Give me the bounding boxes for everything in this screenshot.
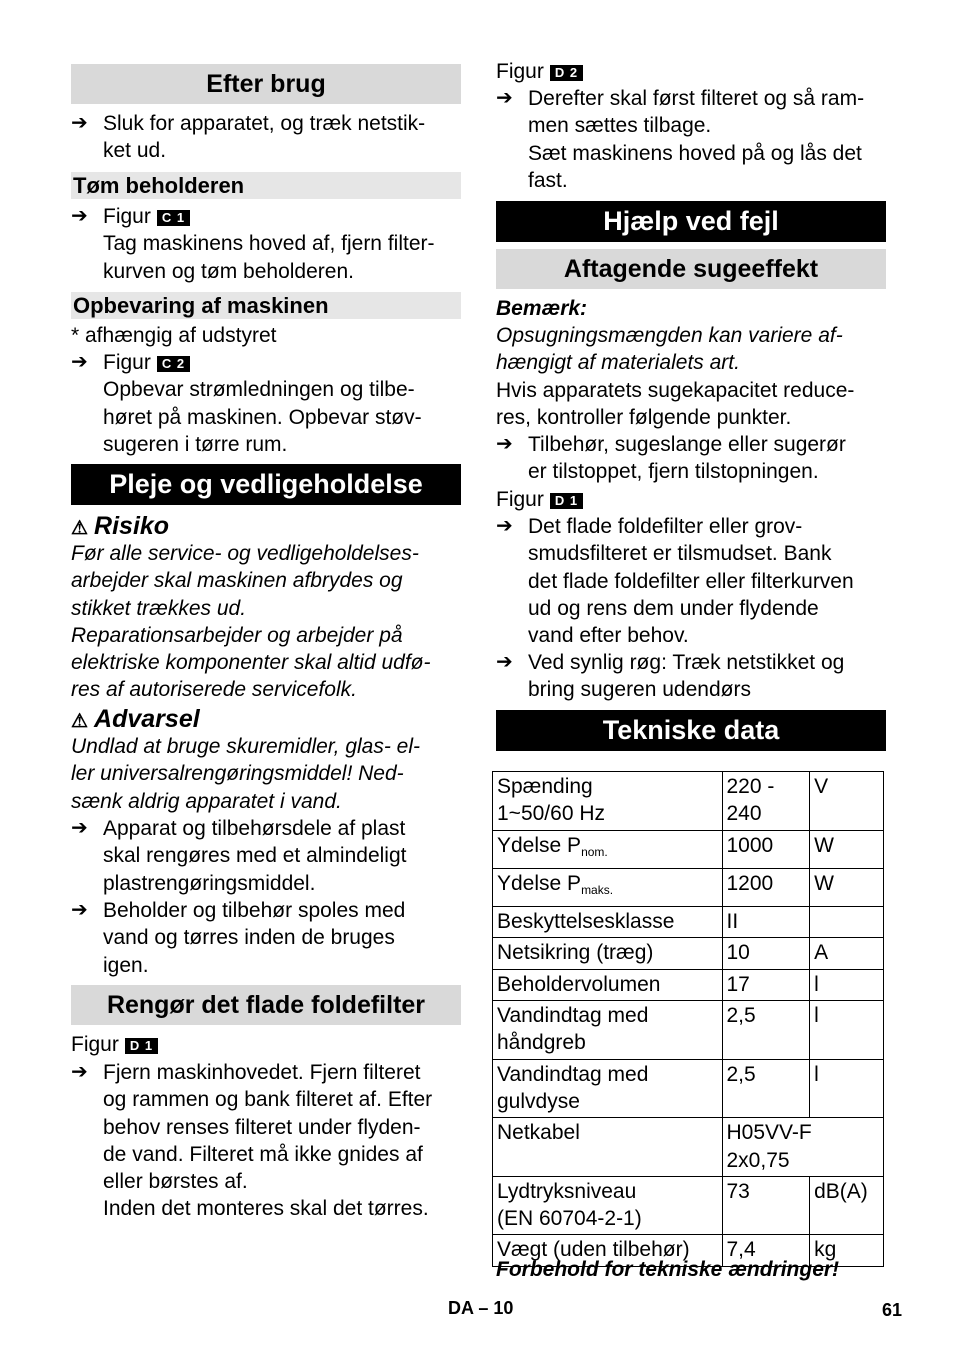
arrow-icon: ➔: [71, 1061, 88, 1083]
table-cell-label: Netsikring (træg): [493, 938, 723, 969]
table-cell-label: Vandindtag med gulvdyse: [493, 1059, 723, 1118]
arrow-icon: ➔: [71, 817, 88, 839]
arrow-icon: ➔: [496, 87, 513, 109]
table-cell-unit: [810, 907, 884, 938]
table-cell-unit: V: [810, 772, 884, 831]
arrow-icon: ➔: [496, 515, 513, 537]
efter-brug-item: ➔ Sluk for apparatet, og træk netstik- ket ud.: [71, 112, 426, 163]
table-cell-unit: l: [810, 969, 884, 1000]
arrow-icon: ➔: [71, 351, 88, 373]
hjaelp-item-3: ➔ Ved synlig røg: Træk netstikket og bring sugeren udendørs: [496, 651, 845, 702]
table-cell-unit: kg: [810, 1235, 884, 1266]
footer-page-number: 61: [882, 1300, 903, 1320]
top-figure: Figur D 2: [496, 58, 886, 85]
table-row: [493, 1118, 884, 1177]
table-cell-label: Vægt (uden tilbehør): [493, 1235, 723, 1266]
warning-triangle-icon: ⚠: [71, 518, 89, 539]
warning-triangle-icon: ⚠: [71, 711, 89, 732]
figure-ref-badge: C 2: [157, 356, 190, 372]
heading-tekniske: Tekniske data: [496, 710, 886, 751]
hjaelp-item-2: ➔ Det flade foldefilter eller grov- smudsfilteret er tilsmudset. Bank det flade foldefilter eller filterkurven ud og rens dem under flydende vand efter behov.: [496, 515, 854, 648]
tom-item: ➔ Figur C 1 Tag maskinens hoved af, fjern filter- kurven og tøm beholderen.: [71, 205, 435, 283]
figure-ref-badge: D 1: [125, 1038, 158, 1054]
advarsel-text: Undlad at bruge skuremidler, glas- el- ler universalrengøringsmiddel! Ned- sænk aldrig apparatet i vand.: [71, 735, 421, 813]
table-cell-label: Netkabel: [493, 1118, 723, 1177]
technical-data-table: [492, 771, 884, 1267]
pleje-item-1: ➔ Apparat og tilbehørsdele af plast skal rengøres med et almindeligt plastrengøringsmiddel.: [71, 817, 407, 895]
table-cell-label: Lydtryksniveau (EN 60704-2-1): [493, 1176, 723, 1235]
figure-ref-badge: C 1: [157, 210, 190, 226]
table-row: [493, 1059, 884, 1118]
table-cell-unit: W: [810, 830, 884, 868]
table-row: [493, 969, 884, 1000]
table-cell-value: II: [722, 907, 810, 938]
table-row: [493, 830, 884, 868]
risiko-text: Før alle service- og vedligeholdelses- arbejder skal maskinen afbrydes og stikket trækkes ud. Reparationsarbejder og arbejder på elektriske komponenter skal altid udfø- res af autoriserede servicefolk.: [71, 542, 431, 702]
hjaelp-text: Hvis apparatets sugekapacitet reduce- res, kontroller følgende punkter.: [496, 379, 855, 430]
table-cell-label: Spænding 1~50/60 Hz: [493, 772, 723, 831]
table-cell-label: Vandindtag med håndgreb: [493, 1001, 723, 1060]
heading-efter-brug: Efter brug: [71, 64, 461, 104]
table-cell-value: 1200: [722, 868, 810, 906]
table-row: [493, 1176, 884, 1235]
table-cell-value: 2,5: [722, 1059, 810, 1118]
table-cell-label: Beskyttelsesklasse: [493, 907, 723, 938]
risiko-heading: ⚠ Risiko: [71, 512, 170, 540]
rengor-item: ➔ Fjern maskinhovedet. Fjern filteret og rammen og bank filteret af. Efter behov renses filteret under flyden- de vand. Filteret må ikke gnides af eller børstes af. Inden det monteres skal det tørres.: [71, 1061, 433, 1221]
heading-aftagende: Aftagende sugeeffekt: [496, 249, 886, 289]
hjaelp-item-1: ➔ Tilbehør, sugeslange eller sugerør er tilstoppet, fjern tilstopningen.: [496, 433, 846, 484]
heading-opbevaring: Opbevaring af maskinen: [71, 292, 461, 319]
arrow-icon: ➔: [71, 205, 88, 227]
footer-page-label: DA – 10: [448, 1298, 514, 1318]
table-cell-unit: A: [810, 938, 884, 969]
heading-hjaelp: Hjælp ved fejl: [496, 201, 886, 242]
table-cell-unit: l: [810, 1059, 884, 1118]
arrow-icon: ➔: [496, 433, 513, 455]
top-item: ➔ Derefter skal først filteret og så ram- men sættes tilbage. Sæt maskinens hoved på og lås det fast.: [496, 87, 865, 192]
footnote-udstyr: * afhængig af udstyret: [71, 324, 277, 347]
figure-ref-badge: D 1: [550, 493, 583, 509]
pleje-item-2: ➔ Beholder og tilbehør spoles med vand og tørres inden de bruges igen.: [71, 899, 406, 977]
rengor-figure: Figur D 1: [71, 1031, 461, 1058]
table-cell-value: 10: [722, 938, 810, 969]
table-cell-unit: dB(A): [810, 1176, 884, 1235]
table-row: [493, 868, 884, 906]
table-cell-value: 73: [722, 1176, 810, 1235]
bemaerk-text: Opsugningsmængden kan variere af- hængigt af materialets art.: [496, 324, 843, 375]
table-cell-value: 7,4: [722, 1235, 810, 1266]
footnote-changes: Forbehold for tekniske ændringer!: [496, 1258, 840, 1281]
table-cell-label: Ydelse $P_{nom.}$: [493, 830, 723, 868]
table-cell-value: 2,5: [722, 1001, 810, 1060]
table-cell-value: 17: [722, 969, 810, 1000]
heading-rengor: Rengør det flade foldefilter: [71, 985, 461, 1025]
opbevaring-item: ➔ Figur C 2 Opbevar strømledningen og tilbe- høret på maskinen. Opbevar støv- sugeren i tørre rum.: [71, 351, 422, 456]
heading-tom-beholderen: Tøm beholderen: [71, 172, 461, 199]
bemaerk-label: Bemærk:: [496, 297, 588, 320]
table-cell-unit: l: [810, 1001, 884, 1060]
table-cell-label: Ydelse $P_{maks.}$: [493, 868, 723, 906]
table-cell-unit: W: [810, 868, 884, 906]
arrow-icon: ➔: [71, 112, 88, 134]
arrow-icon: ➔: [71, 899, 88, 921]
table-cell-label: Beholdervolumen: [493, 969, 723, 1000]
table-row: [493, 772, 884, 831]
table-row: [493, 938, 884, 969]
table-row: [493, 907, 884, 938]
table-cell-value: 220 - 240: [722, 772, 810, 831]
table-cell-value: H05VV-F 2x0,75: [722, 1118, 884, 1177]
advarsel-heading: ⚠ Advarsel: [71, 705, 200, 733]
heading-pleje: Pleje og vedligeholdelse: [71, 464, 461, 505]
table-row: [493, 1001, 884, 1060]
arrow-icon: ➔: [496, 651, 513, 673]
figure-ref-badge: D 2: [550, 65, 583, 81]
hjaelp-figure: Figur D 1: [496, 486, 886, 513]
table-cell-value: 1000: [722, 830, 810, 868]
